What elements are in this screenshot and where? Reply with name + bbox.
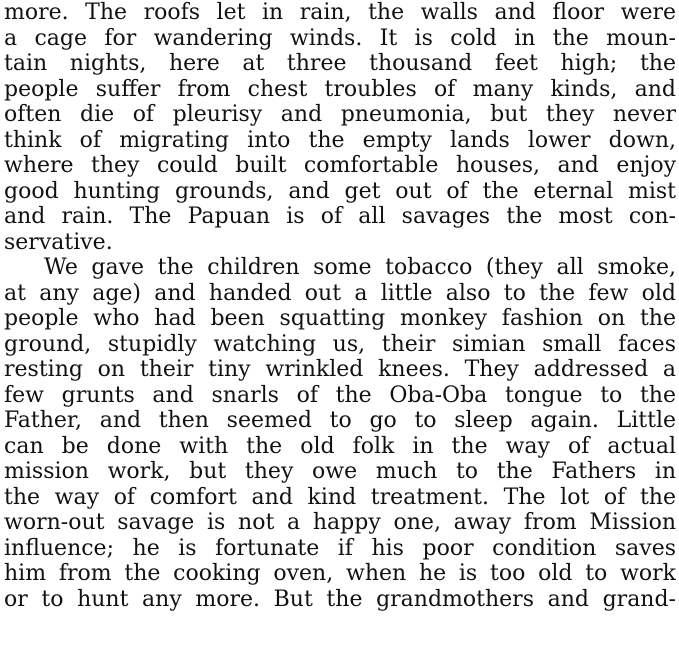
text-line: resting on their tiny wrinkled knees. They addressed a — [4, 357, 676, 382]
text-line: servative. — [4, 229, 113, 255]
text-line: tain nights, here at three thousand feet high; the — [4, 51, 676, 76]
text-line: the way of comfort and kind treatment. The lot of the — [4, 484, 676, 510]
text-line: him from the cooking oven, when he is too old to work — [4, 561, 676, 586]
text-line: at any age) and handed out a little also to the few old — [4, 280, 676, 306]
text-line: people who had been squatting monkey fashion on the — [4, 306, 676, 331]
text-line: and rain. The Papuan is of all savages the most con- — [4, 204, 676, 229]
text-line: We gave the children some tobacco (they all smoke, — [44, 255, 676, 280]
text-line: Father, and then seemed to go to sleep again. Little — [4, 408, 676, 433]
text-line: few grunts and snarls of the Oba-Oba tongue to the — [4, 382, 676, 408]
text-line: a cage for wandering winds. It is cold in the moun- — [4, 25, 676, 51]
text-line: good hunting grounds, and get out of the eternal mist — [4, 178, 676, 204]
text-line: mission work, but they owe much to the Fathers in — [4, 459, 676, 484]
text-line: influence; he is fortunate if his poor condition saves — [4, 535, 676, 561]
text-line: more. The roofs let in rain, the walls and floor were — [4, 0, 676, 25]
text-line: or to hunt any more. But the grandmothers and grand- — [4, 586, 676, 612]
text-line: can be done with the old folk in the way of actual — [4, 433, 676, 459]
text-line: think of migrating into the empty lands lower down, — [4, 127, 676, 153]
paragraph-1 — [4, 0, 676, 255]
paragraph-2 — [4, 255, 676, 612]
text-line: people suffer from chest troubles of many kinds, and — [4, 76, 676, 102]
page-text — [4, 0, 676, 657]
text-line: where they could built comfortable houses, and enjoy — [4, 153, 676, 178]
text-line: ground, stupidly watching us, their simian small faces — [4, 331, 676, 357]
text-line: often die of pleurisy and pneumonia, but they never — [4, 102, 676, 127]
text-line: worn-out savage is not a happy one, away from Mission — [4, 510, 676, 535]
